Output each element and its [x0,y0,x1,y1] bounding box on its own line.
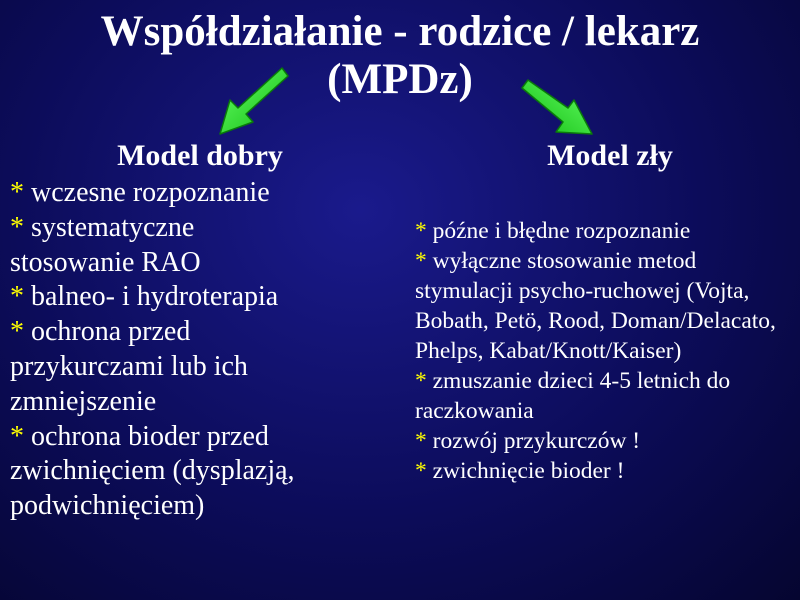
bullet-star: * [415,368,427,394]
list-item: * późne i błędne rozpoznanie [415,218,691,244]
bad-model-list [415,216,800,486]
bullet-star: * [415,458,427,484]
list-item: * balneo- i hydroterapia [10,281,279,313]
list-item: * rozwój przykurczów ! [415,428,641,454]
bullet-star: * [10,316,24,348]
bullet-star: * [415,248,427,274]
slide-title-line-2: (MPDz) [327,56,473,103]
list-item: * wyłączne stosowanie metod stymulacji psycho-ruchowej (Vojta, Bobath, Petö, Rood, Doman/Delacato, Phelps, Kabat/Knott/Kaiser) [415,248,776,364]
slide-title-line-1: Współdziałanie - rodzice / lekarz [100,8,700,55]
list-item: * ochrona przed przykurczami lub ich zmniejszenie [10,316,248,417]
list-item: * zmuszanie dzieci 4-5 letnich do raczkowania [415,368,731,424]
list-item: * systematyczne stosowanie RAO [10,211,201,278]
green-arrow-down-right-icon [518,78,598,140]
bullet-star: * [415,218,427,244]
bullet-star: * [10,211,24,243]
green-arrow-down-left-icon [212,66,290,138]
list-item: * ochrona bioder przed zwichnięciem (dysplazją, podwichnięciem) [10,420,295,522]
good-model-heading: Model dobry [117,139,283,172]
bullet-star: * [10,420,24,452]
list-item: * wczesne rozpoznanie [10,177,270,208]
bullet-star: * [10,177,24,208]
good-model-list [10,176,390,524]
bullet-star: * [415,428,427,454]
bad-model-heading: Model zły [547,139,673,172]
slide-title [0,8,800,104]
list-item: * zwichnięcie bioder ! [415,458,625,484]
bullet-star: * [10,281,24,313]
